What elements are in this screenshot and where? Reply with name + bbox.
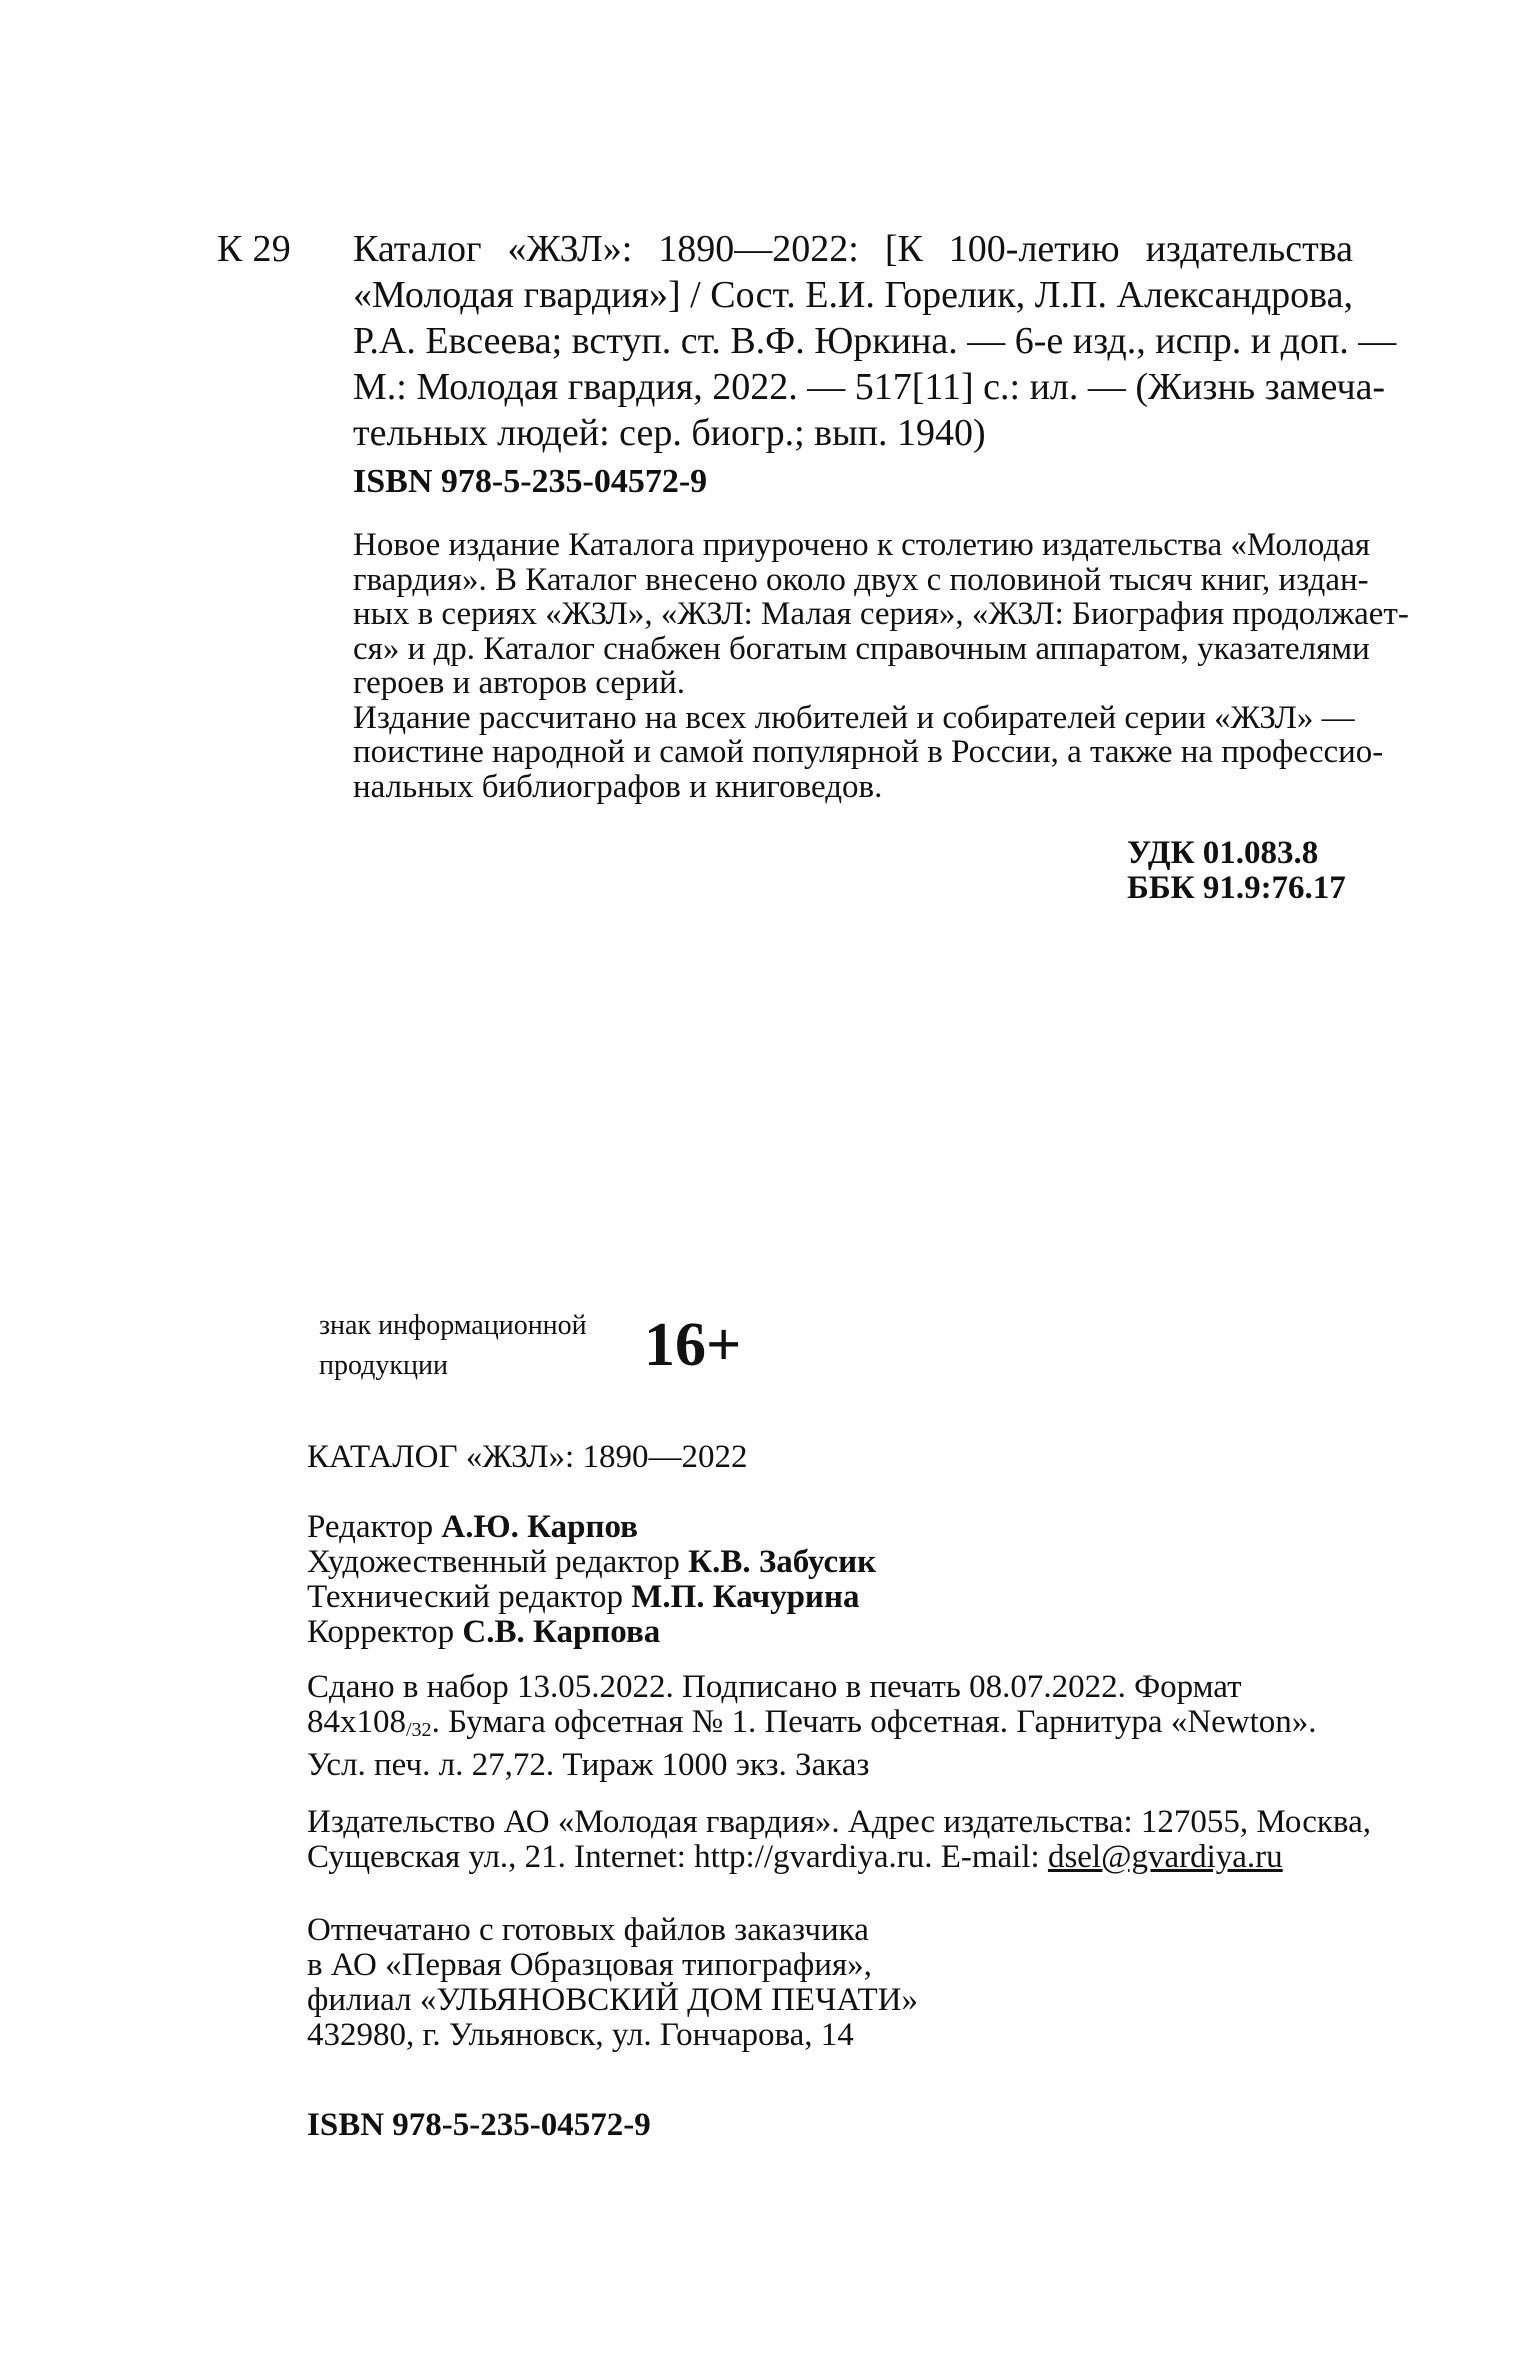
staff-name: А.Ю. Карпов bbox=[441, 1509, 639, 1545]
publisher-address: Сущевская ул., 21. Internet: http://gvardiya.ru. E-mail: bbox=[307, 1839, 1048, 1875]
annotation bbox=[353, 527, 1409, 805]
printing-details bbox=[307, 1670, 1352, 1783]
biblio-line: Р.А. Евсеева; вступ. ст. В.Ф. Юркина. — 6-е изд., испр. и доп. — bbox=[353, 320, 1397, 362]
publisher-line bbox=[307, 1840, 1352, 1875]
age-rating-mark: 16+ bbox=[644, 1311, 742, 1379]
publisher-line: Издательство АО «Молодая гвардия». Адрес издательства: 127055, Москва, bbox=[307, 1804, 1371, 1840]
udk-code: УДК 01.083.8 bbox=[1127, 835, 1319, 871]
imprint-title bbox=[307, 1440, 1352, 1475]
book-title: КАТАЛОГ «ЖЗЛ»: 1890—2022 bbox=[307, 1439, 748, 1475]
staff-role: Технический редактор bbox=[307, 1579, 623, 1615]
printer-line: в АО «Первая Образцовая типография», bbox=[307, 1947, 872, 1983]
age-rating-label bbox=[319, 1306, 587, 1386]
bbk-code: ББК 91.9:76.17 bbox=[1127, 869, 1346, 906]
isbn-top: ISBN 978-5-235-04572-9 bbox=[353, 463, 708, 500]
isbn-bottom: ISBN 978-5-235-04572-9 bbox=[307, 2107, 651, 2143]
staff-list bbox=[307, 1510, 1352, 1650]
annotation-line: ся» и др. Каталог снабжен богатым справочным аппаратом, указателями bbox=[353, 630, 1370, 667]
annotation-line: Новое издание Каталога приурочено к столетию издательства «Молодая bbox=[353, 527, 1371, 563]
format-base: 84x108 bbox=[307, 1704, 406, 1740]
staff-row bbox=[307, 1580, 1352, 1615]
staff-name: С.В. Карпова bbox=[462, 1614, 661, 1650]
staff-row bbox=[307, 1615, 1352, 1650]
staff-role: Художественный редактор bbox=[307, 1544, 680, 1580]
printer-line: Отпечатано с готовых файлов заказчика bbox=[307, 1912, 869, 1948]
biblio-line: М.: Молодая гвардия, 2022. — 517[11] с.: ил. — (Жизнь замеча- bbox=[353, 366, 1386, 408]
staff-row bbox=[307, 1510, 1352, 1545]
format-fraction: /32 bbox=[406, 1719, 432, 1741]
staff-name: М.П. Качурина bbox=[631, 1579, 860, 1615]
annotation-line: нальных библиографов и книговедов. bbox=[353, 768, 883, 805]
biblio-line: тельных людей: сер. биогр.; вып. 1940) bbox=[353, 412, 986, 454]
printing-line: Усл. печ. л. 27,72. Тираж 1000 экз. Заказ bbox=[307, 1747, 870, 1783]
bibliographic-record bbox=[353, 226, 1397, 456]
publisher-info bbox=[307, 1804, 1371, 1875]
catalog-code: К 29 bbox=[217, 228, 292, 270]
age-rating-label-line: знак информационной bbox=[319, 1310, 587, 1341]
staff-name: К.В. Забусик bbox=[688, 1544, 877, 1580]
staff-role: Редактор bbox=[307, 1509, 434, 1545]
biblio-line: Каталог «ЖЗЛ»: 1890—2022: [К 100-летию издательства bbox=[353, 228, 1353, 270]
annotation-line: ных в сериях «ЖЗЛ», «ЖЗЛ: Малая серия», «ЖЗЛ: Биография продолжает- bbox=[353, 596, 1409, 632]
printing-line: Сдано в набор 13.05.2022. Подписано в печать 08.07.2022. Формат bbox=[307, 1669, 1242, 1705]
classification-codes bbox=[1127, 836, 1346, 905]
printer-line: филиал «УЛЬЯНОВСКИЙ ДОМ ПЕЧАТИ» bbox=[307, 1982, 918, 2018]
staff-row bbox=[307, 1545, 1352, 1580]
printing-line-rest: . Бумага офсетная № 1. Печать офсетная. Гарнитура «Newton». bbox=[431, 1704, 1317, 1740]
age-rating-label-line: продукции bbox=[319, 1350, 448, 1381]
annotation-line: героев и авторов серий. bbox=[353, 665, 686, 701]
printing-line bbox=[307, 1705, 1352, 1748]
annotation-line: гвардия». В Каталог внесено около двух с половиной тысяч книг, издан- bbox=[353, 561, 1369, 598]
email-link[interactable]: dsel@gvardiya.ru bbox=[1047, 1839, 1283, 1875]
annotation-line: Издание рассчитано на всех любителей и собирателей серии «ЖЗЛ» — bbox=[353, 699, 1355, 736]
annotation-line: поистине народной и самой популярной в России, а также на профессио- bbox=[353, 734, 1384, 770]
staff-role: Корректор bbox=[307, 1614, 455, 1650]
printer-line: 432980, г. Ульяновск, ул. Гончарова, 14 bbox=[307, 2017, 854, 2053]
printer-info bbox=[307, 1913, 1352, 2053]
biblio-line: «Молодая гвардия»] / Сост. Е.И. Горелик, Л.П. Александрова, bbox=[353, 274, 1353, 316]
